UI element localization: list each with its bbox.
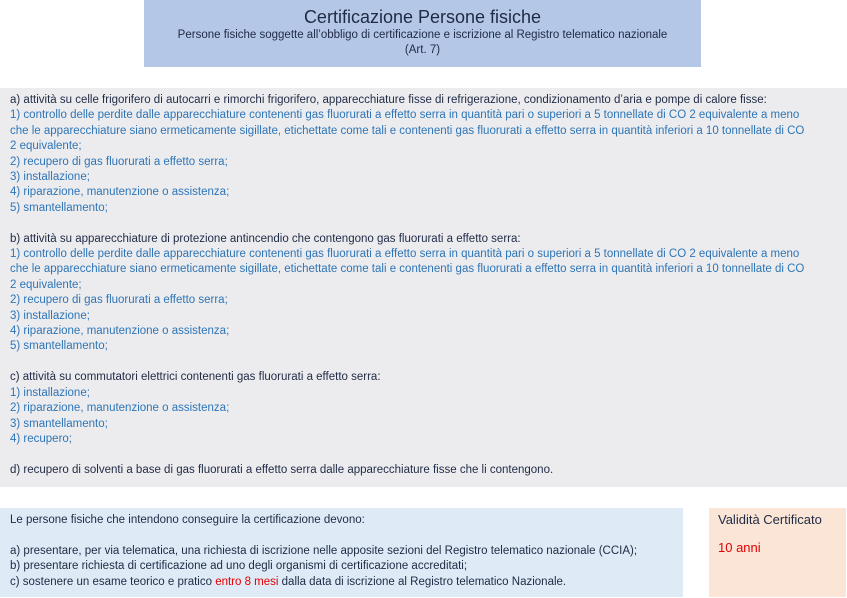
activity-section-title: d) recupero di solventi a base di gas fluorurati a effetto serra dalle apparecchiature fisse che li contengono. (10, 463, 554, 476)
requirement-item-c (10, 575, 673, 590)
activity-item: 3) installazione; (10, 171, 90, 184)
section-spacer (10, 447, 837, 462)
activity-section-b (10, 232, 837, 355)
validity-panel (709, 508, 846, 597)
section-spacer (10, 216, 837, 231)
activity-item: 3) installazione; (10, 309, 90, 322)
activity-item: 1) installazione; (10, 386, 90, 399)
requirement-item-a: a) presentare, per via telematica, una richiesta di iscrizione nelle apposite sezioni del Registro telematico nazionale (CCIA); (10, 544, 638, 557)
activity-item: che le apparecchiature siano ermeticamente sigillate, etichettate come tali e contenenti gas fluorurati a effetto serra in quantità inferiori a 10 tonnellate di CO (10, 124, 805, 137)
requirement-item-b: b) presentare richiesta di certificazione ad uno degli organismi di certificazione accreditati; (10, 560, 468, 573)
activity-item: 4) recupero; (10, 432, 73, 445)
section-spacer (10, 355, 837, 370)
activity-item: 2) riparazione, manutenzione o assistenza; (10, 402, 230, 415)
requirements-panel (0, 508, 683, 597)
validity-value: 10 anni (718, 540, 761, 555)
activity-item: che le apparecchiature siano ermeticamente sigillate, etichettate come tali e contenenti gas fluorurati a effetto serra in quantità inferiori a 10 tonnellate di CO (10, 263, 805, 276)
activities-panel (0, 88, 847, 487)
article-reference: (Art. 7) (404, 44, 441, 56)
activity-item: 2) recupero di gas fluorurati a effetto serra; (10, 155, 228, 168)
activity-item: 3) smantellamento; (10, 417, 108, 430)
page-subtitle: Persone fisiche soggette all’obbligo di certificazione e iscrizione al Registro telematico nazionale (177, 29, 668, 41)
activity-section-title: b) attività su apparecchiature di protezione antincendio che contengono gas fluorurati a effetto serra: (10, 232, 521, 245)
activity-item: 2) recupero di gas fluorurati a effetto serra; (10, 294, 228, 307)
activity-item: 1) controllo delle perdite dalle apparecchiature contenenti gas fluorurati a effetto serra in quantità pari o superiori a 5 tonnellate di CO 2 equivalente a meno (10, 109, 800, 122)
page-header (144, 0, 701, 67)
activity-section-a (10, 93, 837, 216)
deadline-highlight: entro 8 mesi (215, 575, 279, 588)
activity-item: 4) riparazione, manutenzione o assistenza; (10, 325, 230, 338)
activity-item: 2 equivalente; (10, 140, 82, 153)
activity-item: 4) riparazione, manutenzione o assistenza; (10, 186, 230, 199)
activity-item: 1) controllo delle perdite dalle apparecchiature contenenti gas fluorurati a effetto serra in quantità pari o superiori a 5 tonnellate di CO 2 equivalente a meno (10, 248, 800, 261)
activity-section-c (10, 370, 837, 447)
requirements-spacer (10, 528, 673, 543)
activity-item: 5) smantellamento; (10, 201, 108, 214)
page-title: Certificazione Persone fisiche (303, 7, 542, 27)
validity-title: Validità Certificato (718, 512, 822, 527)
activity-section-d (10, 463, 837, 478)
requirement-c-text: c) sostenere un esame teorico e pratico (10, 575, 216, 588)
requirement-c-text-end: dalla data di iscrizione al Registro telematico Nazionale. (278, 575, 567, 588)
activity-section-title: a) attività su celle frigorifero di autocarri e rimorchi frigorifero, apparecchiature fisse di refrigerazione, condizionamento d’aria e pompe di calore fisse: (10, 94, 767, 106)
activity-item: 5) smantellamento; (10, 340, 108, 353)
activity-item: 2 equivalente; (10, 278, 82, 291)
activity-section-title: c) attività su commutatori elettrici contenenti gas fluorurati a effetto serra: (10, 371, 381, 384)
requirements-intro: Le persone fisiche che intendono conseguire la certificazione devono: (10, 514, 365, 526)
